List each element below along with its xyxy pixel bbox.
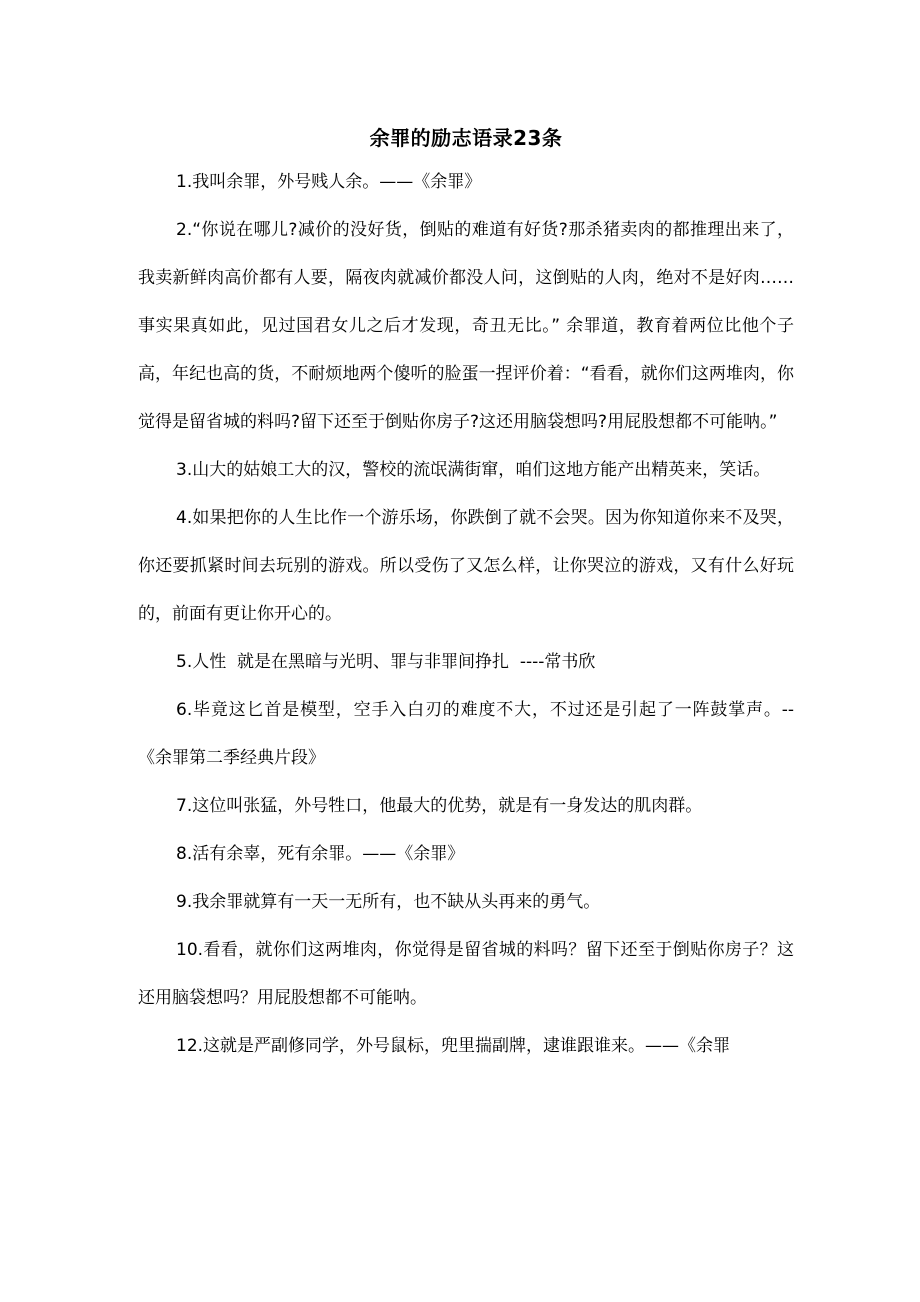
document-title: 余罪的励志语录23条: [369, 126, 563, 150]
paragraph-1: 1.我叫余罪，外号贱人余。——《余罪》: [176, 172, 482, 192]
paragraph-12: 12.这就是严副修同学，外号鼠标，兜里揣副牌，逮谁跟谁来。——《余罪: [176, 1036, 731, 1056]
paragraph-3: 3.山大的姑娘工大的汉，警校的流氓满街窜，咱们这地方能产出精英来，笑话。: [176, 460, 771, 480]
paragraph-4: 4.如果把你的人生比作一个游乐场，你跌倒了就不会哭。因为你知道你来不及哭，你还要抓紧时间去玩别的游戏。所以受伤了又怎么样，让你哭泣的游戏，又有什么好玩的，前面有更让你开心的。: [138, 508, 794, 624]
paragraph-2: 2.“你说在哪儿?减价的没好货，倒贴的难道有好货?那杀猪卖肉的都推理出来了，我卖新鲜肉高价都有人要，隔夜肉就减价都没人问，这倒贴的人肉，绝对不是好肉……事实果真如此，见过国君女儿之后才发现，奇丑无比。” 余罪道，教育着两位比他个子高，年纪也高的货，不耐烦地两个傻听的脸蛋一捏评价着：“看看，就你们这两堆肉，你觉得是留省城的料吗?留下还至于倒贴你房子?这还用脑袋想吗?用屁股想都不可能呐。”: [138, 220, 794, 432]
paragraph-5: 5.人性 就是在黑暗与光明、罪与非罪间挣扎 ----常书欣: [176, 652, 596, 672]
paragraph-6: 6.毕竟这匕首是模型，空手入白刃的难度不大，不过还是引起了一阵鼓掌声。--《余罪第二季经典片段》: [138, 700, 794, 768]
paragraph-8: 8.活有余辜，死有余罪。——《余罪》: [176, 844, 465, 864]
paragraph-9: 9.我余罪就算有一天一无所有，也不缺从头再来的勇气。: [176, 892, 601, 912]
paragraph-7: 7.这位叫张猛，外号牲口，他最大的优势，就是有一身发达的肌肉群。: [176, 796, 703, 816]
paragraph-10: 10.看看，就你们这两堆肉，你觉得是留省城的料吗？留下还至于倒贴你房子？这还用脑袋想吗？用屁股想都不可能呐。: [138, 940, 794, 1008]
